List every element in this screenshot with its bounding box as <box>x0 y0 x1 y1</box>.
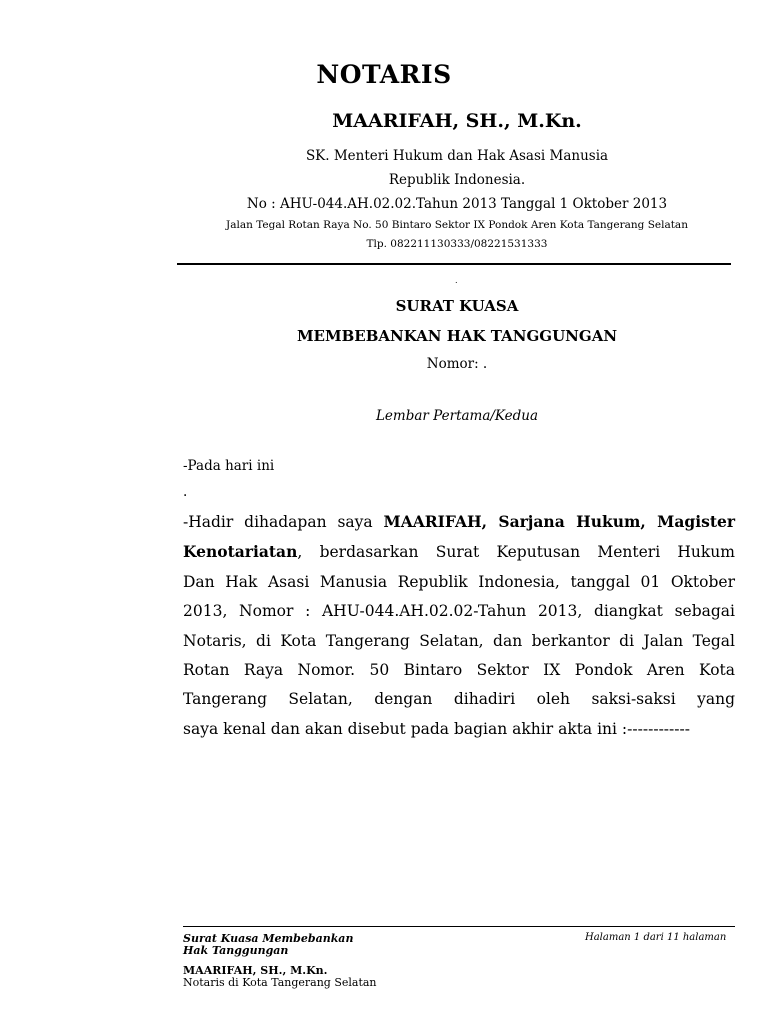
footer-divider <box>183 926 735 927</box>
body-line-6: Rotan Raya Nomor. 50 Bintaro Sektor IX Pondok Aren Kota <box>183 661 735 680</box>
body-text-span: , berdasarkan Surat Keputusan Menteri Hukum <box>297 543 735 562</box>
footer-doc-title-1: Surat Kuasa Membebankan <box>183 932 354 945</box>
footer-notary-office: Notaris di Kota Tangerang Selatan <box>183 976 377 989</box>
body-line-4: 2013, Nomor : AHU-044.AH.02.02-Tahun 2013, diangkat sebagai <box>183 602 735 621</box>
body-line-3: Dan Hak Asasi Manusia Republik Indonesia, tanggal 01 Oktober <box>183 572 735 591</box>
footer-notary-name: MAARIFAH, SH., M.Kn. <box>183 964 328 977</box>
header-dot: . <box>455 276 458 285</box>
body-line-8: saya kenal dan akan disebut pada bagian akhir akta ini :------------ <box>183 719 690 738</box>
opening-line: -Pada hari ini <box>183 458 275 474</box>
sk-country: Republik Indonesia. <box>388 172 526 188</box>
notary-title-bold: Kenotariatan <box>183 542 298 562</box>
body-line-5: Notaris, di Kota Tangerang Selatan, dan berkantor di Jalan Tegal <box>183 631 735 650</box>
body-paragraph <box>183 507 735 744</box>
sk-ministry: SK. Menteri Hukum dan Hak Asasi Manusia <box>305 148 609 164</box>
sk-number: No : AHU-044.AH.02.02.Tahun 2013 Tanggal 1 Oktober 2013 <box>246 196 668 212</box>
body-line-1 <box>183 507 735 537</box>
office-phone: Tlp. 082211130333/08221531333 <box>366 238 548 250</box>
body-line-7: Tangerang Selatan, dengan dihadiri oleh saksi-saksi yang <box>183 690 735 709</box>
opening-dot: . <box>183 484 188 500</box>
document-subtitle: MEMBEBANKAN HAK TANGGUNGAN <box>296 327 618 345</box>
sheet-label: Lembar Pertama/Kedua <box>375 408 539 424</box>
notary-full-name: MAARIFAH, Sarjana Hukum, Magister <box>383 512 736 531</box>
letterhead-title: NOTARIS <box>316 60 452 89</box>
body-line-2 <box>183 537 735 567</box>
notary-name: MAARIFAH, SH., M.Kn. <box>332 110 582 132</box>
footer-page-number: Halaman 1 dari 11 halaman <box>585 932 727 943</box>
body-text-span: -Hadir dihadapan saya <box>183 513 384 531</box>
document-title: SURAT KUASA <box>395 297 519 315</box>
footer-doc-title-2: Hak Tanggungan <box>183 944 289 957</box>
header-divider <box>177 263 731 265</box>
document-number: Nomor: . <box>426 356 488 372</box>
office-address: Jalan Tegal Rotan Raya No. 50 Bintaro Sektor IX Pondok Aren Kota Tangerang Selatan <box>226 219 688 231</box>
